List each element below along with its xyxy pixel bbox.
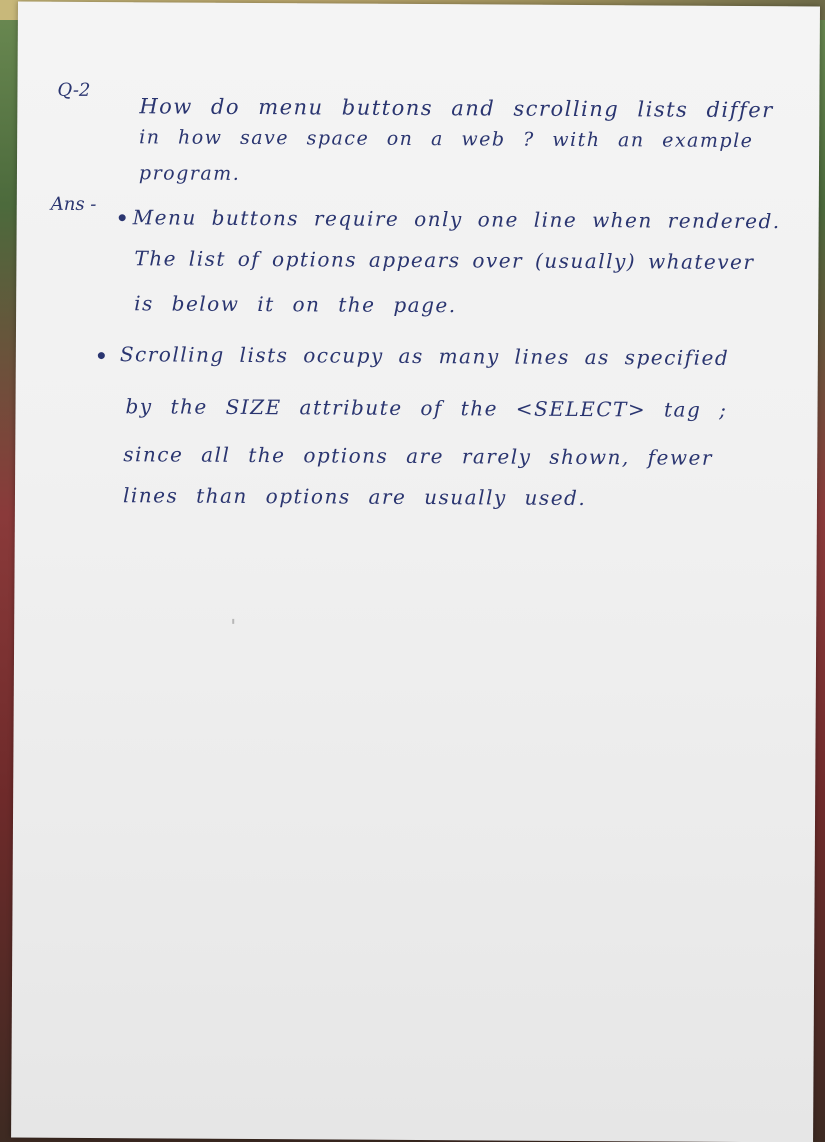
- answer-point-1-line-1: Menu buttons require only one line when rendered.: [132, 205, 781, 234]
- paper-speck: [232, 619, 234, 624]
- answer-point-1-line-2: The list of options appears over (usually) whatever: [134, 246, 755, 275]
- question-line-2: in how save space on a web ? with an example: [139, 126, 754, 153]
- bullet-1: [119, 214, 126, 221]
- answer-point-2-line-2: by the SIZE attribute of the <SELECT> tag ;: [125, 394, 728, 422]
- answer-point-2-line-3: since all the options are rarely shown, fewer: [123, 442, 714, 470]
- answer-label: Ans -: [50, 193, 97, 216]
- answer-point-2-line-4: lines than options are usually used.: [122, 483, 587, 511]
- question-line-1: How do menu buttons and scrolling lists differ: [139, 94, 774, 123]
- bullet-2: [98, 352, 105, 359]
- question-label: Q-2: [57, 79, 91, 101]
- paper-sheet: [11, 2, 820, 1142]
- answer-point-1-line-3: is below it on the page.: [134, 291, 457, 318]
- answer-point-2-line-1: Scrolling lists occupy as many lines as specified: [119, 342, 730, 370]
- question-line-3: program.: [138, 162, 241, 185]
